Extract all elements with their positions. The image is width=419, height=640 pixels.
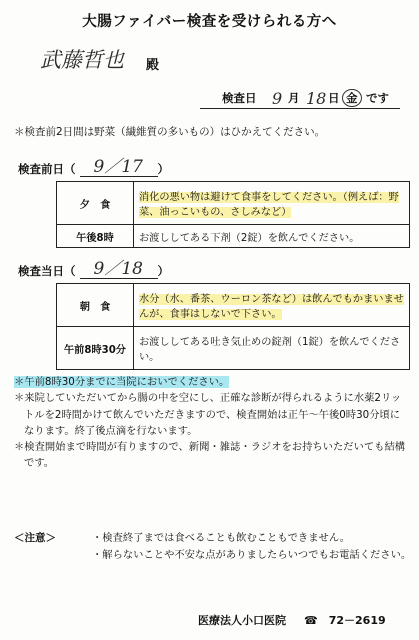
caution-item: ・検査終了までは食べることも飲むこともできません。 <box>92 532 351 544</box>
day-before-table <box>56 181 410 248</box>
exam-day-heading <box>18 259 169 279</box>
notes-list <box>14 374 410 472</box>
day-before-date: 9／17 <box>93 157 143 177</box>
table-row <box>57 225 410 248</box>
table-row <box>57 327 410 370</box>
day-before-close: ） <box>157 162 169 176</box>
two-days-before-note: ＊検査前2日間は野菜（繊維質の多いもの）はひかえてください。 <box>14 126 326 138</box>
row-body <box>134 182 410 225</box>
note-item: ＊来院していただいてから腸の中を空にし、正確な診断が得られるように水薬2リットルを2時間かけて飲んでいただきますので、検査開始は正午～午後0時30分頃になります。終了後点滴を行ないます。 <box>14 392 402 437</box>
clinic-phone: ☎ 72－2619 <box>304 614 386 627</box>
exam-date-line <box>200 84 400 109</box>
row-body: お渡ししてある吐き気止めの錠剤（1錠）を飲んでください。 <box>134 327 410 370</box>
row-head: 午前8時30分 <box>57 327 134 370</box>
note-item: ＊検査開始まで時間が有りますので、新聞・雑誌・ラジオをお持ちいただいても結構です。 <box>14 441 406 470</box>
caution-label: ＜注意＞ <box>14 532 56 544</box>
row-head: 午後8時 <box>57 225 134 248</box>
day-before-heading <box>18 157 169 177</box>
exam-date-label: 検査日 <box>222 91 257 105</box>
page-title: 大腸ファイバー検査を受けられる方へ <box>82 14 337 30</box>
exam-month-unit: 月 <box>288 91 300 105</box>
note-highlight: ＊午前8時30分までに当院においでください。 <box>14 376 230 388</box>
exam-month: 9 <box>272 89 283 108</box>
exam-day-close: ） <box>157 264 169 278</box>
table-row <box>57 284 410 327</box>
row-body-text: 水分（水、番茶、ウーロン茶など）は飲んでもかまいませんが、食事はしないで下さい。 <box>139 294 404 320</box>
day-before-label: 検査前日（ <box>18 162 76 176</box>
clinic-footer <box>198 612 386 628</box>
exam-day-date: 9／18 <box>93 259 143 279</box>
patient-name: 武藤哲也 <box>40 48 124 72</box>
exam-date-suffix: です <box>366 91 389 105</box>
exam-day-table <box>56 283 410 370</box>
exam-day-unit: 日 <box>328 91 340 105</box>
caution-item: ・解らないことや不安な点がありましたらいつでもお電話ください。 <box>92 548 412 561</box>
row-head: 朝 食 <box>57 284 134 327</box>
exam-day-label: 検査当日（ <box>18 264 76 278</box>
clinic-name: 医療法人小口医院 <box>198 614 286 627</box>
note-item <box>14 374 410 390</box>
caution-list <box>92 530 412 563</box>
row-body: お渡ししてある下剤（2錠）を飲んでください。 <box>134 225 410 248</box>
patient-honorific: 殿 <box>146 58 160 73</box>
row-body <box>134 284 410 327</box>
exam-day: 18 <box>306 89 327 108</box>
row-head: 夕 食 <box>57 182 134 225</box>
table-row <box>57 182 410 225</box>
exam-weekday: 金 <box>342 89 362 107</box>
row-body-text: 消化の悪い物は避けて食事をしてください。（例えば：野菜、油っこいもの、さしみなど） <box>139 192 399 218</box>
